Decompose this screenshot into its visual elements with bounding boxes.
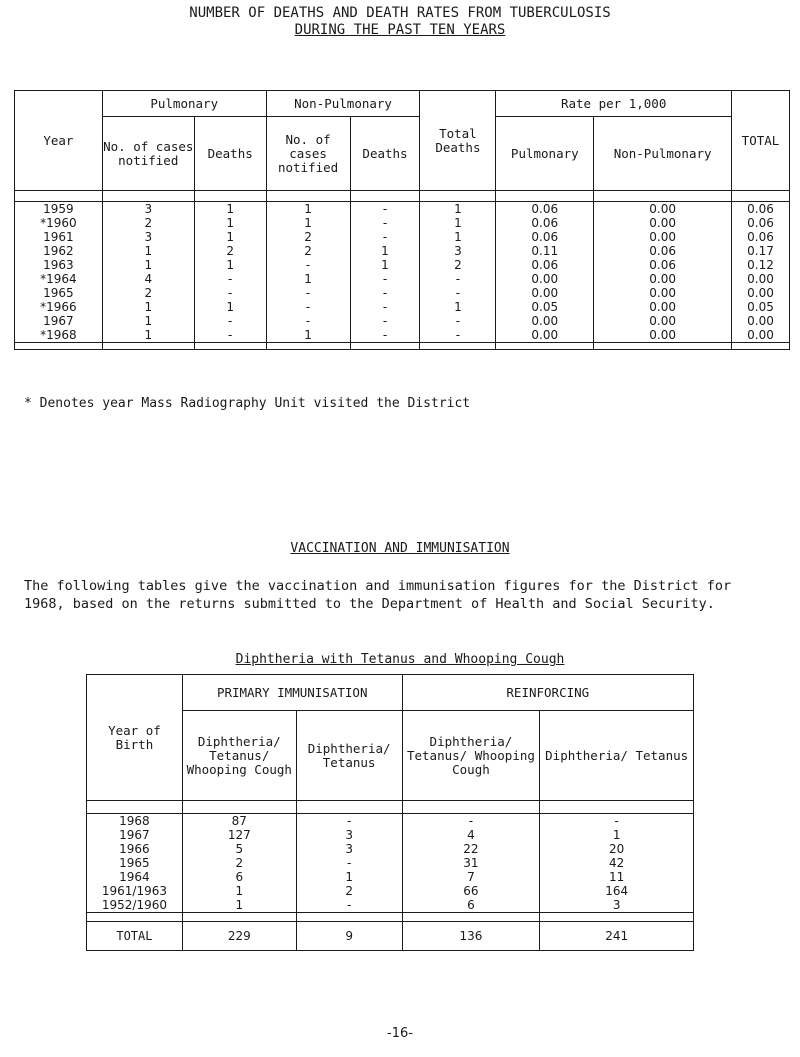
spacer-cell bbox=[420, 191, 496, 202]
header-non-pulmonary: Non-Pulmonary bbox=[266, 91, 420, 117]
header-rate-non-pulmonary: Non-Pulmonary bbox=[594, 117, 732, 191]
tb-value-cell: 2 bbox=[102, 286, 194, 300]
spacer-cell bbox=[732, 343, 790, 350]
spacer-cell bbox=[87, 913, 183, 922]
spacer-cell bbox=[496, 343, 594, 350]
header-non-pulmonary-cases: No. of cases notified bbox=[266, 117, 350, 191]
header-rate: Rate per 1,000 bbox=[496, 91, 732, 117]
tb-value-cell: 1 bbox=[102, 300, 194, 314]
imm-value-cell: 31 bbox=[402, 856, 540, 870]
tb-year-cell: 1963 bbox=[15, 258, 103, 272]
tb-value-cell: 0.00 bbox=[496, 272, 594, 286]
tb-value-cell: 1 bbox=[266, 328, 350, 343]
header-primary-dt: Diphtheria/ Tetanus bbox=[296, 711, 402, 801]
tb-value-cell: 3 bbox=[420, 244, 496, 258]
imm-year-cell: 1967 bbox=[87, 828, 183, 842]
header-reinforcing-dtw: Diphtheria/ Tetanus/ Whooping Cough bbox=[402, 711, 540, 801]
tb-value-cell: - bbox=[266, 300, 350, 314]
tb-value-cell: 1 bbox=[102, 328, 194, 343]
tb-value-cell: 1 bbox=[266, 202, 350, 217]
tb-value-cell: - bbox=[420, 286, 496, 300]
tb-row bbox=[15, 286, 790, 300]
tb-value-cell: 1 bbox=[102, 314, 194, 328]
imm-total-label: TOTAL bbox=[87, 922, 183, 951]
spacer-cell bbox=[296, 801, 402, 814]
tb-value-cell: 0.06 bbox=[732, 202, 790, 217]
tb-year-cell: *1966 bbox=[15, 300, 103, 314]
tb-value-cell: 1 bbox=[102, 258, 194, 272]
imm-total-cell: 241 bbox=[540, 922, 694, 951]
tb-value-cell: 0.00 bbox=[732, 314, 790, 328]
imm-row bbox=[87, 828, 694, 842]
imm-row bbox=[87, 856, 694, 870]
table-subheading-text: Diphtheria with Tetanus and Whooping Cough bbox=[235, 652, 565, 667]
tb-value-cell: 0.11 bbox=[496, 244, 594, 258]
imm-table-body bbox=[87, 801, 694, 951]
spacer-cell bbox=[194, 191, 266, 202]
tb-value-cell: 0.00 bbox=[594, 230, 732, 244]
tb-year-cell: *1968 bbox=[15, 328, 103, 343]
imm-value-cell: 127 bbox=[182, 828, 296, 842]
imm-value-cell: 6 bbox=[402, 898, 540, 913]
spacer-cell bbox=[402, 801, 540, 814]
spacer-cell bbox=[102, 343, 194, 350]
table-subheading bbox=[0, 652, 800, 667]
imm-value-cell: 4 bbox=[402, 828, 540, 842]
title-line-2: DURING THE PAST TEN YEARS bbox=[294, 22, 506, 38]
spacer-cell bbox=[540, 801, 694, 814]
imm-row bbox=[87, 884, 694, 898]
tb-value-cell: 0.06 bbox=[496, 216, 594, 230]
tb-row bbox=[15, 202, 790, 217]
tb-row bbox=[15, 244, 790, 258]
imm-row bbox=[87, 870, 694, 884]
tb-value-cell: - bbox=[266, 258, 350, 272]
tb-value-cell: 1 bbox=[420, 230, 496, 244]
imm-year-cell: 1968 bbox=[87, 814, 183, 829]
spacer-cell bbox=[350, 343, 420, 350]
tb-year-cell: 1961 bbox=[15, 230, 103, 244]
imm-total-row bbox=[87, 922, 694, 951]
tb-row bbox=[15, 300, 790, 314]
imm-value-cell: 1 bbox=[540, 828, 694, 842]
imm-value-cell: 164 bbox=[540, 884, 694, 898]
tb-value-cell: - bbox=[194, 314, 266, 328]
tb-value-cell: - bbox=[194, 328, 266, 343]
spacer-cell bbox=[15, 191, 103, 202]
header-total-deaths: Total Deaths bbox=[420, 91, 496, 191]
tb-value-cell: 0.00 bbox=[496, 286, 594, 300]
imm-value-cell: - bbox=[296, 814, 402, 829]
spacer-cell bbox=[194, 343, 266, 350]
tb-value-cell: 0.00 bbox=[496, 314, 594, 328]
tb-value-cell: 0.05 bbox=[496, 300, 594, 314]
tb-value-cell: 1 bbox=[420, 300, 496, 314]
spacer-cell bbox=[732, 191, 790, 202]
tb-value-cell: 0.06 bbox=[594, 244, 732, 258]
tb-row bbox=[15, 314, 790, 328]
tb-year-cell: 1962 bbox=[15, 244, 103, 258]
tb-value-cell: 0.17 bbox=[732, 244, 790, 258]
imm-value-cell: 11 bbox=[540, 870, 694, 884]
imm-value-cell: 20 bbox=[540, 842, 694, 856]
tb-value-cell: - bbox=[350, 328, 420, 343]
tuberculosis-table bbox=[14, 90, 790, 350]
imm-value-cell: 5 bbox=[182, 842, 296, 856]
header-year-of-birth: Year of Birth bbox=[87, 675, 183, 801]
tb-value-cell: 2 bbox=[420, 258, 496, 272]
tb-value-cell: 1 bbox=[194, 230, 266, 244]
tb-value-cell: 2 bbox=[266, 244, 350, 258]
spacer-cell bbox=[594, 191, 732, 202]
header-primary-dtw: Diphtheria/ Tetanus/ Whooping Cough bbox=[182, 711, 296, 801]
imm-value-cell: 22 bbox=[402, 842, 540, 856]
header-pulmonary: Pulmonary bbox=[102, 91, 266, 117]
imm-value-cell: 6 bbox=[182, 870, 296, 884]
tb-value-cell: 0.12 bbox=[732, 258, 790, 272]
spacer-cell bbox=[420, 343, 496, 350]
tb-value-cell: 0.06 bbox=[732, 230, 790, 244]
tb-value-cell: 1 bbox=[102, 244, 194, 258]
spacer-cell bbox=[182, 913, 296, 922]
tb-value-cell: - bbox=[420, 272, 496, 286]
tb-value-cell: 0.06 bbox=[496, 258, 594, 272]
spacer-cell bbox=[496, 191, 594, 202]
tb-value-cell: 0.00 bbox=[594, 286, 732, 300]
tb-value-cell: 2 bbox=[194, 244, 266, 258]
tb-value-cell: 0.00 bbox=[594, 272, 732, 286]
imm-value-cell: 66 bbox=[402, 884, 540, 898]
spacer-cell bbox=[540, 913, 694, 922]
tb-value-cell: - bbox=[420, 314, 496, 328]
imm-value-cell: - bbox=[540, 814, 694, 829]
footnote: * Denotes year Mass Radiography Unit visited the District bbox=[24, 396, 471, 411]
header-primary: PRIMARY IMMUNISATION bbox=[182, 675, 402, 711]
imm-value-cell: 1 bbox=[182, 884, 296, 898]
tb-value-cell: 2 bbox=[266, 230, 350, 244]
tb-row bbox=[15, 328, 790, 343]
tb-year-cell: 1967 bbox=[15, 314, 103, 328]
tb-value-cell: - bbox=[420, 328, 496, 343]
tb-value-cell: 0.05 bbox=[732, 300, 790, 314]
intro-paragraph: The following tables give the vaccination and immunisation figures for the District for 1968, based on the returns submitted to the Department of Health and Social Security. bbox=[24, 578, 732, 612]
spacer-cell bbox=[402, 913, 540, 922]
imm-value-cell: 2 bbox=[296, 884, 402, 898]
header-pulmonary-deaths: Deaths bbox=[194, 117, 266, 191]
header-total: TOTAL bbox=[732, 91, 790, 191]
imm-year-cell: 1965 bbox=[87, 856, 183, 870]
header-rate-pulmonary: Pulmonary bbox=[496, 117, 594, 191]
tb-value-cell: 0.00 bbox=[732, 328, 790, 343]
tb-year-cell: 1965 bbox=[15, 286, 103, 300]
tb-value-cell: 3 bbox=[102, 202, 194, 217]
tb-value-cell: 1 bbox=[420, 202, 496, 217]
imm-row bbox=[87, 814, 694, 829]
tb-value-cell: 0.00 bbox=[594, 328, 732, 343]
imm-value-cell: 2 bbox=[182, 856, 296, 870]
tb-value-cell: 1 bbox=[194, 202, 266, 217]
tb-row bbox=[15, 230, 790, 244]
spacer-row bbox=[87, 913, 694, 922]
tb-value-cell: - bbox=[194, 272, 266, 286]
tb-table-body bbox=[15, 191, 790, 350]
vaccination-heading bbox=[0, 541, 800, 556]
tb-value-cell: 0.06 bbox=[594, 258, 732, 272]
header-reinforcing-dt: Diphtheria/ Tetanus bbox=[540, 711, 694, 801]
tb-row bbox=[15, 272, 790, 286]
imm-row bbox=[87, 842, 694, 856]
imm-value-cell: 1 bbox=[296, 870, 402, 884]
tb-row bbox=[15, 216, 790, 230]
page-title bbox=[0, 5, 800, 39]
vaccination-heading-text: VACCINATION AND IMMUNISATION bbox=[290, 541, 510, 556]
header-non-pulmonary-deaths: Deaths bbox=[350, 117, 420, 191]
tb-value-cell: 0.00 bbox=[594, 314, 732, 328]
tb-value-cell: 0.06 bbox=[732, 216, 790, 230]
tb-value-cell: 2 bbox=[102, 216, 194, 230]
tb-value-cell: 1 bbox=[350, 258, 420, 272]
spacer-cell bbox=[182, 801, 296, 814]
tb-value-cell: - bbox=[266, 286, 350, 300]
spacer-row bbox=[87, 801, 694, 814]
title-line-1: NUMBER OF DEATHS AND DEATH RATES FROM TUBERCULOSIS bbox=[189, 5, 611, 21]
tb-value-cell: - bbox=[350, 300, 420, 314]
tb-value-cell: 1 bbox=[194, 258, 266, 272]
tb-year-cell: *1964 bbox=[15, 272, 103, 286]
tb-value-cell: 0.00 bbox=[496, 328, 594, 343]
spacer-row bbox=[15, 343, 790, 350]
tb-value-cell: 0.00 bbox=[732, 286, 790, 300]
tb-value-cell: 1 bbox=[350, 244, 420, 258]
imm-value-cell: 42 bbox=[540, 856, 694, 870]
header-reinforcing: REINFORCING bbox=[402, 675, 693, 711]
tb-value-cell: - bbox=[350, 216, 420, 230]
tb-year-cell: 1959 bbox=[15, 202, 103, 217]
tb-value-cell: 0.00 bbox=[732, 272, 790, 286]
imm-year-cell: 1966 bbox=[87, 842, 183, 856]
tb-year-cell: *1960 bbox=[15, 216, 103, 230]
tb-value-cell: - bbox=[350, 272, 420, 286]
imm-year-cell: 1952/1960 bbox=[87, 898, 183, 913]
spacer-cell bbox=[266, 343, 350, 350]
imm-value-cell: 3 bbox=[540, 898, 694, 913]
tb-value-cell: 1 bbox=[420, 216, 496, 230]
tb-value-cell: 0.00 bbox=[594, 300, 732, 314]
imm-total-cell: 9 bbox=[296, 922, 402, 951]
spacer-cell bbox=[350, 191, 420, 202]
header-year: Year bbox=[15, 91, 103, 191]
imm-value-cell: - bbox=[296, 856, 402, 870]
spacer-cell bbox=[266, 191, 350, 202]
tb-value-cell: - bbox=[194, 286, 266, 300]
tb-value-cell: - bbox=[350, 230, 420, 244]
header-pulmonary-cases: No. of cases notified bbox=[102, 117, 194, 191]
imm-value-cell: - bbox=[402, 814, 540, 829]
imm-value-cell: - bbox=[296, 898, 402, 913]
spacer-cell bbox=[102, 191, 194, 202]
tb-value-cell: - bbox=[350, 286, 420, 300]
tb-value-cell: - bbox=[350, 314, 420, 328]
spacer-row bbox=[15, 191, 790, 202]
tb-value-cell: - bbox=[350, 202, 420, 217]
immunisation-table bbox=[86, 674, 694, 951]
tb-value-cell: 0.06 bbox=[496, 230, 594, 244]
tb-value-cell: 1 bbox=[266, 272, 350, 286]
tb-value-cell: - bbox=[266, 314, 350, 328]
tb-value-cell: 4 bbox=[102, 272, 194, 286]
tb-row bbox=[15, 258, 790, 272]
imm-row bbox=[87, 898, 694, 913]
spacer-cell bbox=[87, 801, 183, 814]
imm-value-cell: 3 bbox=[296, 842, 402, 856]
tb-value-cell: 0.06 bbox=[496, 202, 594, 217]
imm-value-cell: 1 bbox=[182, 898, 296, 913]
imm-value-cell: 87 bbox=[182, 814, 296, 829]
spacer-cell bbox=[296, 913, 402, 922]
tb-value-cell: 0.00 bbox=[594, 216, 732, 230]
imm-value-cell: 3 bbox=[296, 828, 402, 842]
imm-value-cell: 7 bbox=[402, 870, 540, 884]
page-number: -16- bbox=[387, 1026, 413, 1041]
tb-value-cell: 1 bbox=[194, 216, 266, 230]
tb-value-cell: 1 bbox=[194, 300, 266, 314]
imm-total-cell: 229 bbox=[182, 922, 296, 951]
spacer-cell bbox=[15, 343, 103, 350]
imm-total-cell: 136 bbox=[402, 922, 540, 951]
imm-year-cell: 1964 bbox=[87, 870, 183, 884]
tb-value-cell: 1 bbox=[266, 216, 350, 230]
tb-value-cell: 0.00 bbox=[594, 202, 732, 217]
imm-year-cell: 1961/1963 bbox=[87, 884, 183, 898]
spacer-cell bbox=[594, 343, 732, 350]
tb-value-cell: 3 bbox=[102, 230, 194, 244]
